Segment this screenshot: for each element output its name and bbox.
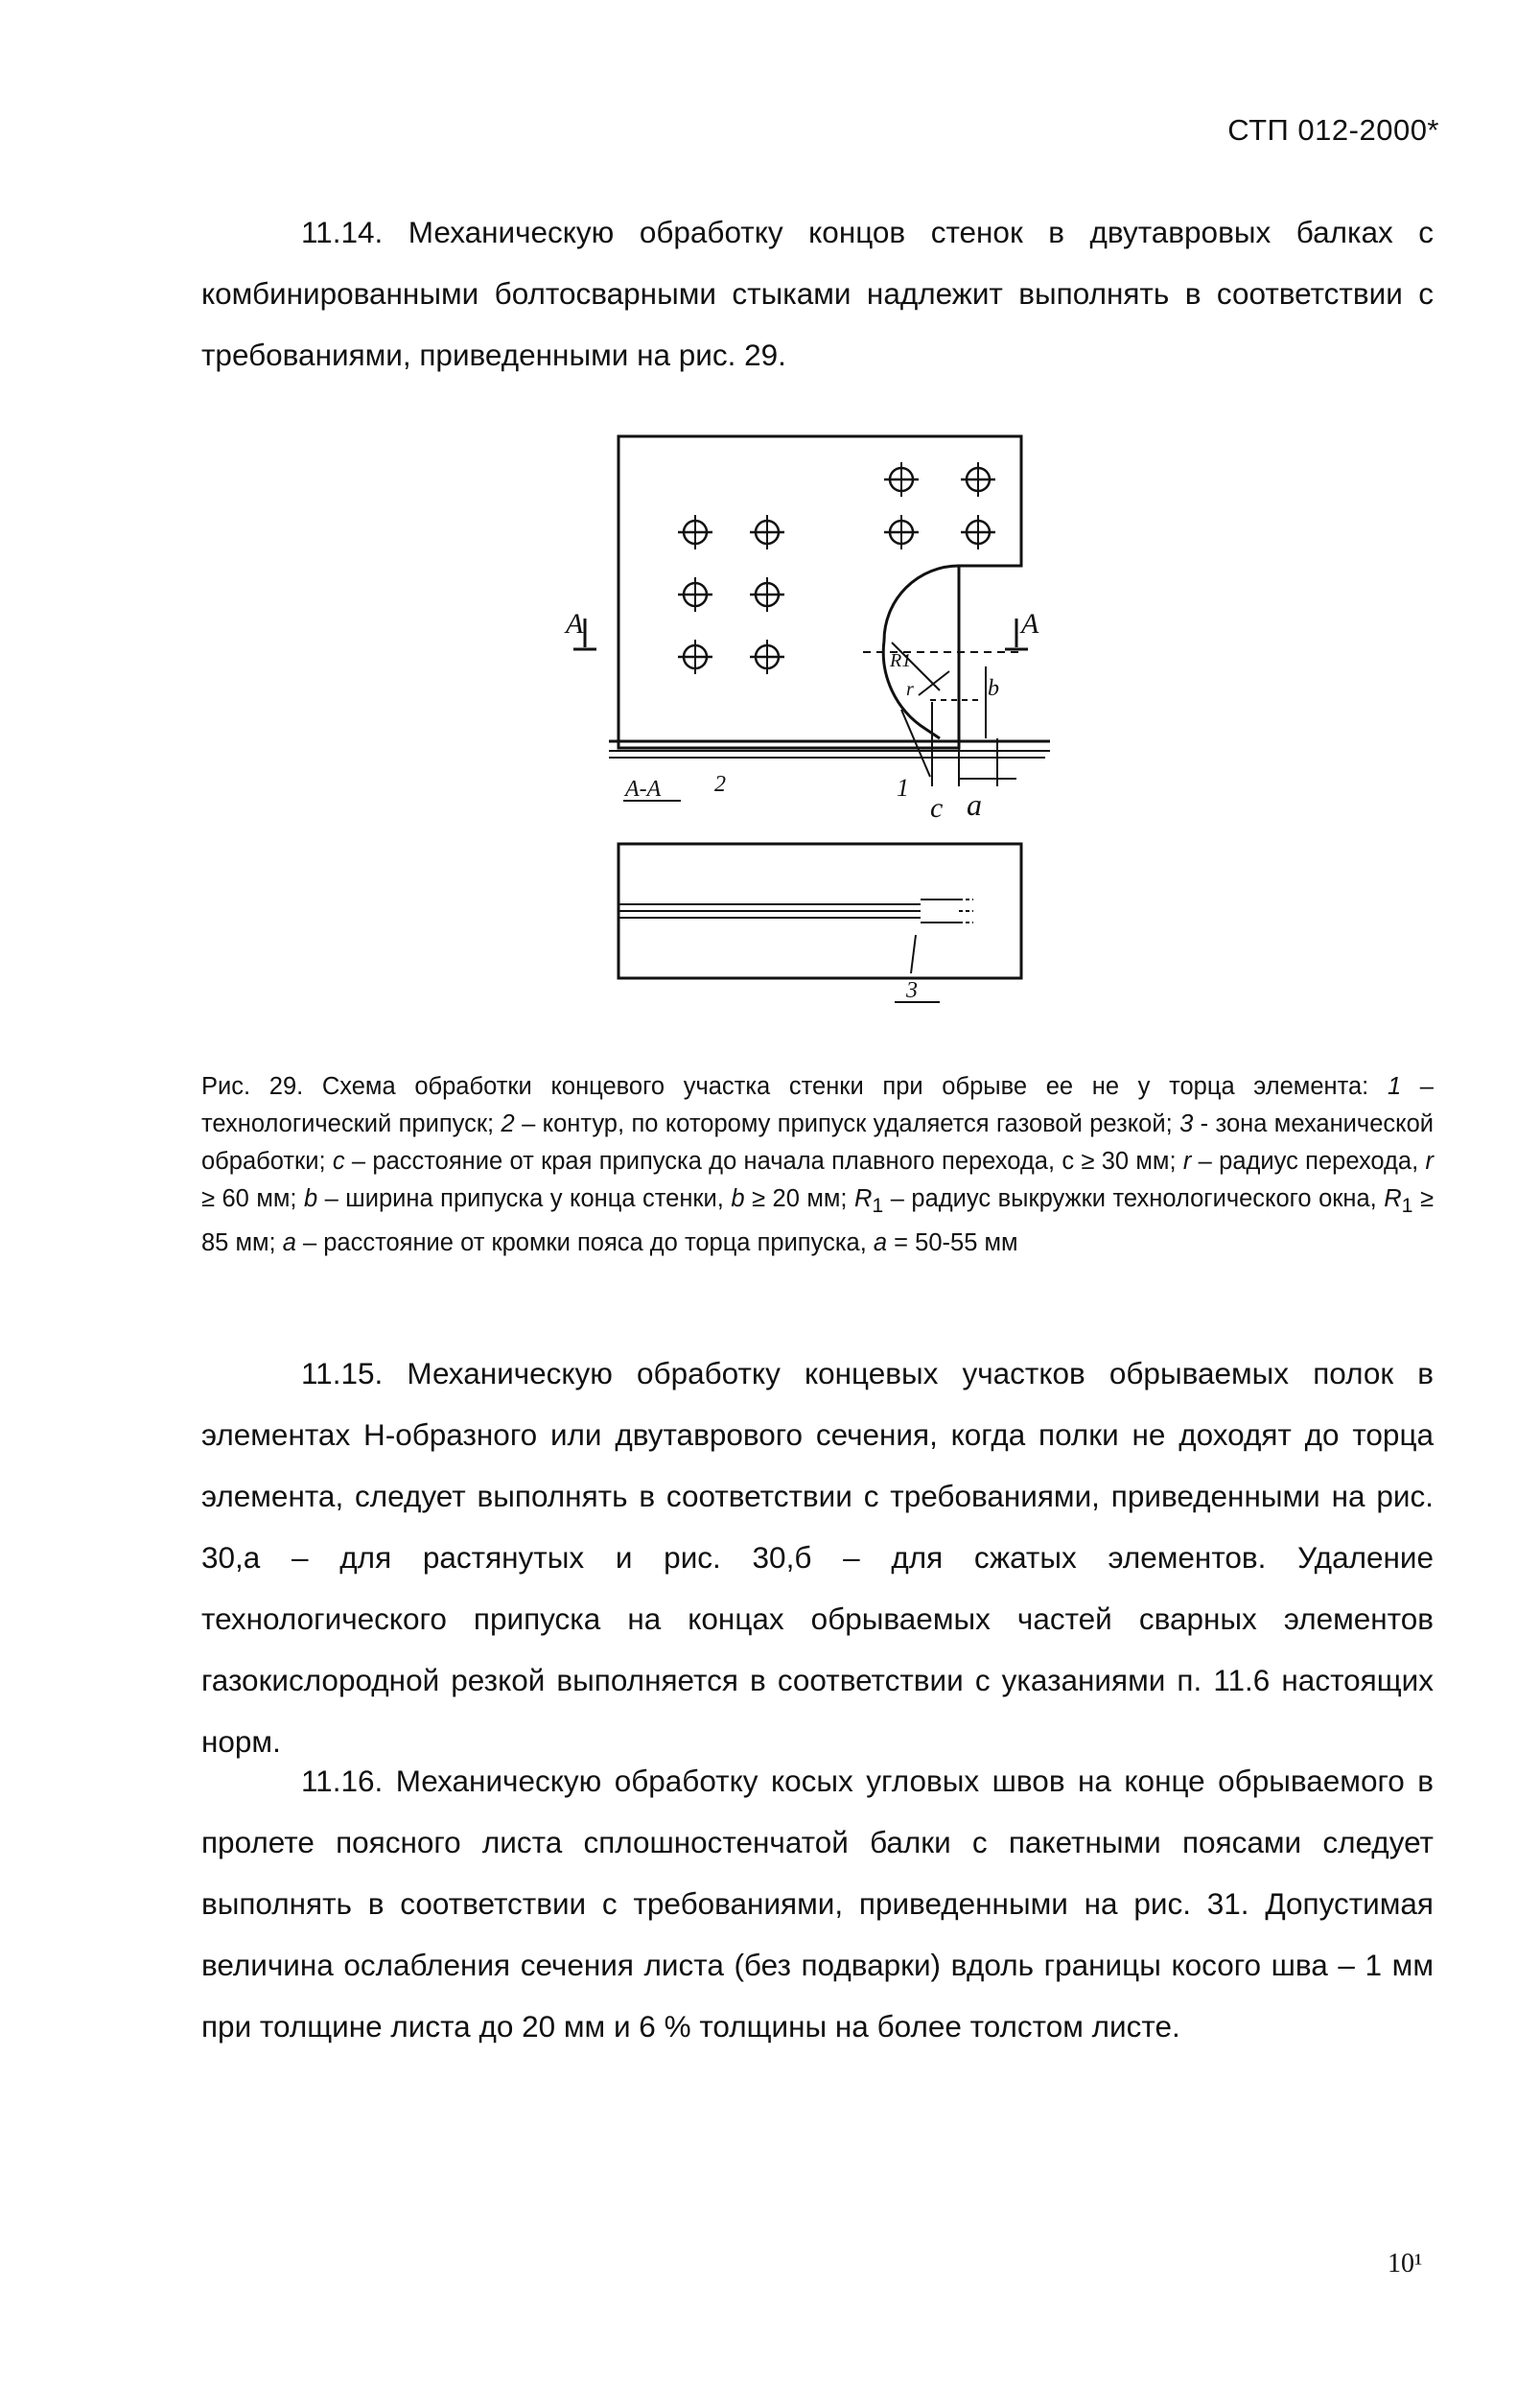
caption-term-R1: R: [854, 1185, 873, 1212]
paragraph-11-14: 11.14. Механическую обработку концов стенок в двутавровых балках с комбинированными болтосварными стыками надлежит выполнять в соответствии с требованиями, приведенными на рис. 29.: [201, 215, 1434, 372]
caption-lead: Рис. 29. Схема обработки концевого участка стенки при обрыве ее не у торца элемента:: [201, 1073, 1388, 1100]
caption-text-r2: ≥ 60 мм;: [201, 1185, 304, 1212]
bolt-hole-symbol: [678, 577, 712, 612]
caption-term-r2: r: [1425, 1148, 1434, 1175]
caption-text-2: – контур, по которому припуск удаляется газовой резкой;: [514, 1110, 1180, 1137]
bolt-hole-symbol: [678, 515, 712, 549]
page-number: 10¹: [1388, 2249, 1423, 2278]
bolt-hole-symbol: [678, 640, 712, 674]
caption-term-a: a: [282, 1229, 296, 1257]
label-a: a: [967, 787, 982, 822]
caption-term-R1b-sub: 1: [1401, 1194, 1413, 1218]
bolt-hole-symbol: [750, 515, 784, 549]
bolt-hole-symbol: [884, 462, 919, 497]
caption-text-a2: = 50-55 мм: [887, 1229, 1018, 1257]
plate-outline: [618, 436, 1021, 748]
caption-text-3: - зона механической обработки;: [201, 1110, 1435, 1175]
section-marker-right: А: [1021, 608, 1039, 640]
label-2: 2: [714, 772, 726, 797]
caption-term-2: 2: [501, 1110, 515, 1137]
caption-text-c: – расстояние от края припуска до начала плавного перехода, с ≥ 30 мм;: [344, 1148, 1183, 1175]
section-marker-left: А: [566, 608, 584, 640]
caption-text-R1b: ≥ 85 мм;: [201, 1185, 1434, 1257]
paragraph-11-15: 11.15. Механическую обработку концевых участков обрываемых полок в элементах Н-образного или двутаврового сечения, когда полки не доходят до торца элемента, следует выполнять в соответствии с требованиями, приведенными на рис. 30,а – для растянутых и рис. 30,б – для сжатых элементов. Удаление технологического припуска на концах обрываемых частей сварных элементов газокислородной резкой выполняется в соответствии с указаниями п. 11.6 настоящих норм.: [201, 1356, 1434, 1759]
caption-term-r: r: [1182, 1148, 1192, 1175]
bolt-hole-symbol: [750, 640, 784, 674]
caption-text-1: – технологический припуск;: [201, 1073, 1434, 1137]
label-b: b: [988, 676, 999, 701]
figure-29: [537, 422, 1039, 1036]
caption-term-R1b: R: [1384, 1185, 1402, 1212]
label-r: r: [906, 679, 914, 700]
figure-29-drawing: [537, 422, 1039, 1036]
bolt-hole-symbol: [961, 515, 995, 549]
caption-text-r: – радиус перехода,: [1191, 1148, 1426, 1175]
label-c: с: [930, 792, 944, 824]
caption-term-b: b: [303, 1185, 318, 1212]
caption-text-b: – ширина припуска у конца стенки,: [317, 1185, 732, 1212]
bolt-hole-symbol: [884, 515, 919, 549]
paragraph-11-16: 11.16. Механическую обработку косых угловых швов на конце обрываемого в пролете поясного листа сплошностенчатой балки с пакетными поясами следует выполнять в соответствии с требованиями, приведенными на рис. 31. Допустимая величина ослабления сечения листа (без подварки) вдоль границы косого шва – 1 мм при толщине листа до 20 мм и 6 % толщины на более толстом листе.: [201, 1764, 1434, 2044]
section-label: А-А: [625, 777, 662, 802]
caption-term-c: с: [332, 1148, 345, 1175]
caption-term-R1-sub: 1: [872, 1194, 884, 1218]
caption-term-3: 3: [1179, 1110, 1194, 1137]
bolt-holes: [678, 462, 995, 674]
label-1: 1: [897, 774, 909, 802]
label-R1: R1: [890, 650, 912, 671]
caption-term-1: 1: [1387, 1073, 1402, 1100]
caption-term-b2: b: [731, 1185, 745, 1212]
document-code: СТП 012-2000*: [1227, 113, 1439, 147]
bolt-hole-symbol: [961, 462, 995, 497]
caption-text-a: – расстояние от кромки пояса до торца припуска,: [295, 1229, 874, 1257]
label-3: 3: [906, 978, 918, 1003]
bolt-hole-symbol: [750, 577, 784, 612]
caption-term-a2: a: [873, 1229, 888, 1257]
figure-caption: [201, 1068, 1434, 1262]
caption-text-R1: – радиус выкружки технологического окна,: [883, 1185, 1385, 1212]
caption-text-b2: ≥ 20 мм;: [744, 1185, 854, 1212]
